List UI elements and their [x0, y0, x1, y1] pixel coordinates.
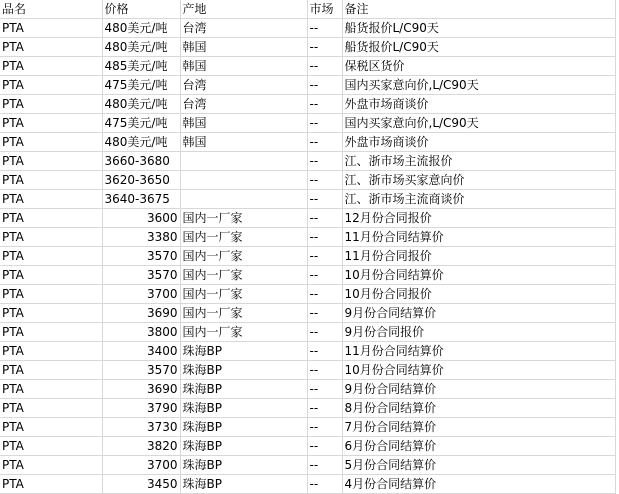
cell-remarks[interactable]: 6月份合同结算价 [342, 437, 615, 456]
table-row [0, 399, 615, 418]
cell-price[interactable]: 3570 [102, 247, 180, 266]
cell-remarks[interactable]: 10月份合同报价 [342, 285, 615, 304]
cell-product[interactable]: PTA [0, 437, 102, 456]
cell-remarks[interactable]: 11月份合同报价 [342, 247, 615, 266]
cell-price[interactable]: 480美元/吨 [102, 38, 180, 57]
cell-price[interactable]: 3570 [102, 266, 180, 285]
cell-price[interactable]: 475美元/吨 [102, 114, 180, 133]
table-row [0, 76, 615, 95]
cell-market[interactable]: -- [307, 133, 342, 152]
cell-product[interactable]: PTA [0, 76, 102, 95]
cell-remarks[interactable]: 8月份合同结算价 [342, 399, 615, 418]
cell-market[interactable]: -- [307, 380, 342, 399]
cell-origin[interactable]: 国内一厂家 [180, 209, 307, 228]
cell-origin[interactable]: 台湾 [180, 76, 307, 95]
cell-origin[interactable]: 珠海BP [180, 475, 307, 494]
table-row [0, 266, 615, 285]
cell-product[interactable]: PTA [0, 342, 102, 361]
cell-price[interactable]: 3640-3675 [102, 190, 180, 209]
cell-price[interactable]: 485美元/吨 [102, 57, 180, 76]
cell-remarks[interactable]: 5月份合同结算价 [342, 456, 615, 475]
cell-origin[interactable]: 珠海BP [180, 437, 307, 456]
cell-price[interactable]: 3380 [102, 228, 180, 247]
cell-price[interactable]: 3730 [102, 418, 180, 437]
cell-product[interactable]: PTA [0, 152, 102, 171]
cell-market[interactable]: -- [307, 114, 342, 133]
cell-market[interactable]: -- [307, 361, 342, 380]
cell-market[interactable]: -- [307, 19, 342, 38]
table-row [0, 209, 615, 228]
cell-market[interactable]: -- [307, 323, 342, 342]
cell-origin[interactable]: 国内一厂家 [180, 304, 307, 323]
cell-market[interactable]: -- [307, 171, 342, 190]
cell-product[interactable]: PTA [0, 475, 102, 494]
cell-product[interactable]: PTA [0, 304, 102, 323]
header-row [0, 0, 615, 19]
cell-product[interactable]: PTA [0, 380, 102, 399]
cell-market[interactable]: -- [307, 285, 342, 304]
cell-product[interactable]: PTA [0, 361, 102, 380]
cell-product[interactable]: PTA [0, 228, 102, 247]
cell-origin[interactable]: 国内一厂家 [180, 228, 307, 247]
cell-remarks[interactable]: 9月份合同结算价 [342, 380, 615, 399]
cell-origin[interactable]: 韩国 [180, 133, 307, 152]
cell-product[interactable]: PTA [0, 171, 102, 190]
cell-remarks[interactable]: 外盘市场商谈价 [342, 133, 615, 152]
cell-market[interactable]: -- [307, 304, 342, 323]
cell-product[interactable]: PTA [0, 133, 102, 152]
table-row [0, 228, 615, 247]
cell-remarks[interactable]: 4月份合同结算价 [342, 475, 615, 494]
cell-product[interactable]: PTA [0, 456, 102, 475]
cell-price[interactable]: 3690 [102, 304, 180, 323]
table-row [0, 361, 615, 380]
cell-origin[interactable] [180, 171, 307, 190]
table-row [0, 19, 615, 38]
cell-product[interactable]: PTA [0, 247, 102, 266]
cell-market[interactable]: -- [307, 38, 342, 57]
cell-remarks[interactable]: 国内买家意向价,L/C90天 [342, 76, 615, 95]
cell-remarks[interactable]: 国内买家意向价,L/C90天 [342, 114, 615, 133]
cell-origin[interactable]: 珠海BP [180, 456, 307, 475]
header-origin[interactable]: 产地 [180, 0, 307, 19]
cell-origin[interactable] [180, 190, 307, 209]
cell-market[interactable]: -- [307, 399, 342, 418]
cell-remarks[interactable]: 12月份合同报价 [342, 209, 615, 228]
cell-price[interactable]: 3690 [102, 380, 180, 399]
cell-market[interactable]: -- [307, 247, 342, 266]
cell-product[interactable]: PTA [0, 114, 102, 133]
cell-origin[interactable]: 国内一厂家 [180, 285, 307, 304]
cell-market[interactable]: -- [307, 57, 342, 76]
cell-product[interactable]: PTA [0, 57, 102, 76]
cell-market[interactable]: -- [307, 190, 342, 209]
cell-price[interactable]: 3820 [102, 437, 180, 456]
cell-price[interactable]: 3450 [102, 475, 180, 494]
cell-market[interactable]: -- [307, 456, 342, 475]
cell-price[interactable]: 3660-3680 [102, 152, 180, 171]
cell-origin[interactable]: 台湾 [180, 95, 307, 114]
cell-market[interactable]: -- [307, 266, 342, 285]
cell-origin[interactable]: 国内一厂家 [180, 323, 307, 342]
cell-remarks[interactable]: 10月份合同结算价 [342, 266, 615, 285]
table-row [0, 57, 615, 76]
cell-origin[interactable]: 韩国 [180, 114, 307, 133]
cell-market[interactable]: -- [307, 475, 342, 494]
cell-origin[interactable]: 珠海BP [180, 361, 307, 380]
table-row [0, 418, 615, 437]
cell-origin[interactable] [180, 152, 307, 171]
table-row [0, 171, 615, 190]
header-remarks[interactable]: 备注 [342, 0, 615, 19]
cell-market[interactable]: -- [307, 76, 342, 95]
cell-market[interactable]: -- [307, 95, 342, 114]
table-row [0, 380, 615, 399]
header-price[interactable]: 价格 [102, 0, 180, 19]
cell-remarks[interactable]: 10月份合同结算价 [342, 361, 615, 380]
cell-origin[interactable]: 台湾 [180, 19, 307, 38]
cell-market[interactable]: -- [307, 437, 342, 456]
cell-product[interactable]: PTA [0, 209, 102, 228]
table-row [0, 342, 615, 361]
cell-product[interactable]: PTA [0, 19, 102, 38]
cell-remarks[interactable]: 江、浙市场主流商谈价 [342, 190, 615, 209]
cell-remarks[interactable]: 9月份合同结算价 [342, 304, 615, 323]
cell-product[interactable]: PTA [0, 38, 102, 57]
table-row [0, 456, 615, 475]
cell-product[interactable]: PTA [0, 399, 102, 418]
table-row [0, 95, 615, 114]
cell-price[interactable]: 3570 [102, 361, 180, 380]
cell-market[interactable]: -- [307, 152, 342, 171]
header-product[interactable]: 品名 [0, 0, 102, 19]
cell-origin[interactable]: 珠海BP [180, 342, 307, 361]
cell-remarks[interactable]: 江、浙市场买家意向价 [342, 171, 615, 190]
table-row [0, 285, 615, 304]
cell-product[interactable]: PTA [0, 323, 102, 342]
cell-remarks[interactable]: 江、浙市场主流报价 [342, 152, 615, 171]
cell-price[interactable]: 480美元/吨 [102, 19, 180, 38]
table-row [0, 38, 615, 57]
cell-product[interactable]: PTA [0, 418, 102, 437]
cell-remarks[interactable]: 7月份合同结算价 [342, 418, 615, 437]
cell-price[interactable]: 3620-3650 [102, 171, 180, 190]
cell-price[interactable]: 3400 [102, 342, 180, 361]
cell-price[interactable]: 3700 [102, 285, 180, 304]
cell-market[interactable]: -- [307, 209, 342, 228]
cell-origin[interactable]: 珠海BP [180, 418, 307, 437]
cell-price[interactable]: 480美元/吨 [102, 133, 180, 152]
cell-origin[interactable]: 珠海BP [180, 380, 307, 399]
cell-price[interactable]: 3700 [102, 456, 180, 475]
table-row [0, 114, 615, 133]
cell-remarks[interactable]: 船货报价L/C90天 [342, 19, 615, 38]
table-row [0, 323, 615, 342]
header-market[interactable]: 市场 [307, 0, 342, 19]
table-row [0, 437, 615, 456]
table-row [0, 190, 615, 209]
cell-market[interactable]: -- [307, 418, 342, 437]
cell-price[interactable]: 3800 [102, 323, 180, 342]
cell-price[interactable]: 480美元/吨 [102, 95, 180, 114]
cell-product[interactable]: PTA [0, 285, 102, 304]
cell-price[interactable]: 475美元/吨 [102, 76, 180, 95]
table-row [0, 475, 615, 494]
cell-origin[interactable]: 珠海BP [180, 399, 307, 418]
table-row [0, 304, 615, 323]
cell-market[interactable]: -- [307, 342, 342, 361]
cell-price[interactable]: 3600 [102, 209, 180, 228]
cell-remarks[interactable]: 11月份合同结算价 [342, 342, 615, 361]
cell-remarks[interactable]: 船货报价L/C90天 [342, 38, 615, 57]
cell-remarks[interactable]: 保税区货价 [342, 57, 615, 76]
cell-remarks[interactable]: 外盘市场商谈价 [342, 95, 615, 114]
cell-product[interactable]: PTA [0, 190, 102, 209]
cell-origin[interactable]: 韩国 [180, 57, 307, 76]
cell-remarks[interactable]: 9月份合同报价 [342, 323, 615, 342]
cell-origin[interactable]: 韩国 [180, 38, 307, 57]
cell-origin[interactable]: 国内一厂家 [180, 266, 307, 285]
table-row [0, 247, 615, 266]
cell-remarks[interactable]: 11月份合同结算价 [342, 228, 615, 247]
cell-price[interactable]: 3790 [102, 399, 180, 418]
cell-product[interactable]: PTA [0, 266, 102, 285]
cell-market[interactable]: -- [307, 228, 342, 247]
cell-product[interactable]: PTA [0, 95, 102, 114]
cell-origin[interactable]: 国内一厂家 [180, 247, 307, 266]
table-row [0, 133, 615, 152]
table-row [0, 152, 615, 171]
